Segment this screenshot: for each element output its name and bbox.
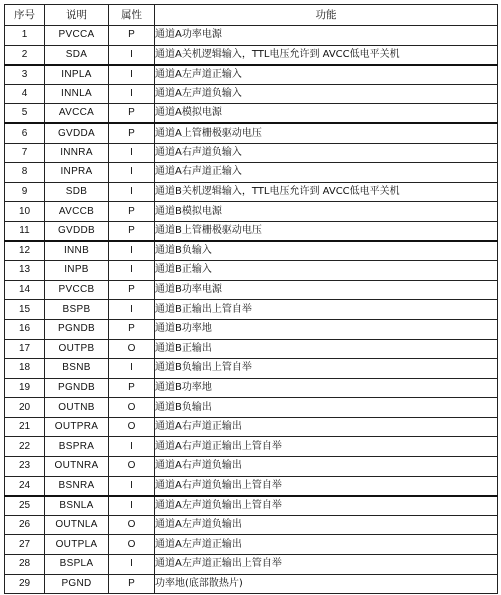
pin-attribute-cell: I [109, 241, 155, 261]
pin-number-cell: 24 [5, 476, 45, 496]
pin-number-cell: 16 [5, 319, 45, 339]
pin-function-cell: 通道A左声道负输出 [155, 515, 498, 535]
pin-name-cell: OUTNB [45, 398, 109, 418]
pin-function-cell: 通道A右声道正输出 [155, 417, 498, 437]
pin-function-cell: 通道A左声道正输出上管自举 [155, 555, 498, 575]
pin-name-cell: OUTNLA [45, 515, 109, 535]
table-row [5, 123, 498, 143]
pin-name-cell: BSPLA [45, 555, 109, 575]
pin-name-cell: SDB [45, 182, 109, 202]
pin-name-cell: OUTPLA [45, 535, 109, 555]
pin-name-cell: GVDDB [45, 221, 109, 241]
pin-attribute-cell: O [109, 515, 155, 535]
table-row [5, 417, 498, 437]
header-description: 说明 [45, 5, 109, 26]
pin-name-cell: AVCCA [45, 104, 109, 124]
pin-attribute-cell: I [109, 476, 155, 496]
pin-number-cell: 14 [5, 280, 45, 300]
pin-function-cell: 通道B负输出 [155, 398, 498, 418]
table-row [5, 104, 498, 124]
pin-number-cell: 15 [5, 300, 45, 320]
pin-name-cell: INPB [45, 261, 109, 281]
pin-function-cell: 通道A右声道负输出 [155, 457, 498, 477]
pin-number-cell: 4 [5, 84, 45, 104]
pin-function-cell: 通道A右声道正输出上管自举 [155, 437, 498, 457]
table-row [5, 65, 498, 85]
pin-function-cell: 通道A右声道正输入 [155, 163, 498, 183]
pin-number-cell: 10 [5, 202, 45, 222]
pin-number-cell: 8 [5, 163, 45, 183]
pin-name-cell: BSNRA [45, 476, 109, 496]
pin-attribute-cell: O [109, 535, 155, 555]
pin-table-body [5, 26, 498, 594]
pin-attribute-cell: P [109, 123, 155, 143]
pin-attribute-cell: I [109, 437, 155, 457]
pin-name-cell: OUTPRA [45, 417, 109, 437]
pin-name-cell: INNRA [45, 143, 109, 163]
pin-number-cell: 7 [5, 143, 45, 163]
pin-number-cell: 17 [5, 339, 45, 359]
pin-name-cell: BSNB [45, 359, 109, 379]
pin-attribute-cell: I [109, 300, 155, 320]
pin-name-cell: BSPB [45, 300, 109, 320]
table-row [5, 26, 498, 46]
pin-number-cell: 25 [5, 496, 45, 516]
pin-number-cell: 28 [5, 555, 45, 575]
pin-number-cell: 19 [5, 378, 45, 398]
pin-function-cell: 通道B上管栅极驱动电压 [155, 221, 498, 241]
table-header-row [5, 5, 498, 26]
pin-name-cell: SDA [45, 45, 109, 65]
table-row [5, 280, 498, 300]
table-row [5, 339, 498, 359]
pin-function-cell: 通道B功率地 [155, 378, 498, 398]
pin-attribute-cell: P [109, 202, 155, 222]
pin-name-cell: BSPRA [45, 437, 109, 457]
pin-function-cell: 通道B负输入 [155, 241, 498, 261]
header-attribute: 属性 [109, 5, 155, 26]
pin-function-table [4, 4, 498, 594]
pin-name-cell: PVCCB [45, 280, 109, 300]
pin-number-cell: 21 [5, 417, 45, 437]
pin-attribute-cell: I [109, 496, 155, 516]
pin-number-cell: 20 [5, 398, 45, 418]
table-row [5, 476, 498, 496]
table-row [5, 241, 498, 261]
pin-attribute-cell: I [109, 84, 155, 104]
pin-number-cell: 13 [5, 261, 45, 281]
table-row [5, 163, 498, 183]
pin-name-cell: INPLA [45, 65, 109, 85]
pin-function-cell: 通道A左声道正输入 [155, 65, 498, 85]
pin-function-cell: 通道B功率电源 [155, 280, 498, 300]
pin-attribute-cell: P [109, 574, 155, 594]
pin-function-cell: 通道A左声道正输出 [155, 535, 498, 555]
pin-function-cell: 通道A功率电源 [155, 26, 498, 46]
pin-name-cell: PVCCA [45, 26, 109, 46]
header-function: 功能 [155, 5, 498, 26]
table-row [5, 45, 498, 65]
pin-attribute-cell: O [109, 339, 155, 359]
pin-attribute-cell: I [109, 45, 155, 65]
pin-name-cell: PGNDB [45, 319, 109, 339]
pin-name-cell: OUTNRA [45, 457, 109, 477]
pin-number-cell: 9 [5, 182, 45, 202]
pin-name-cell: PGND [45, 574, 109, 594]
pin-name-cell: GVDDA [45, 123, 109, 143]
pin-function-cell: 通道A右声道负输入 [155, 143, 498, 163]
table-row [5, 143, 498, 163]
pin-number-cell: 29 [5, 574, 45, 594]
pin-function-cell: 通道A左声道负输入 [155, 84, 498, 104]
pin-function-cell: 通道A模拟电源 [155, 104, 498, 124]
pin-number-cell: 26 [5, 515, 45, 535]
pin-attribute-cell: I [109, 182, 155, 202]
table-row [5, 261, 498, 281]
pin-attribute-cell: P [109, 221, 155, 241]
pin-attribute-cell: I [109, 163, 155, 183]
pin-function-cell: 通道B关机逻辑输入，TTL电压允许到 AVCC低电平关机 [155, 182, 498, 202]
pin-number-cell: 3 [5, 65, 45, 85]
table-row [5, 398, 498, 418]
table-row [5, 457, 498, 477]
pin-attribute-cell: I [109, 261, 155, 281]
header-pin-number: 序号 [5, 5, 45, 26]
table-row [5, 515, 498, 535]
pin-function-cell: 通道B模拟电源 [155, 202, 498, 222]
pin-name-cell: PGNDB [45, 378, 109, 398]
pin-function-cell: 通道A关机逻辑输入，TTL电压允许到 AVCC低电平关机 [155, 45, 498, 65]
pin-number-cell: 1 [5, 26, 45, 46]
table-row [5, 437, 498, 457]
table-row [5, 319, 498, 339]
table-row [5, 535, 498, 555]
table-row [5, 202, 498, 222]
pin-function-cell: 通道B正输入 [155, 261, 498, 281]
table-row [5, 300, 498, 320]
pin-attribute-cell: P [109, 319, 155, 339]
pin-name-cell: INNLA [45, 84, 109, 104]
pin-function-cell: 通道A右声道负输出上管自举 [155, 476, 498, 496]
pin-number-cell: 6 [5, 123, 45, 143]
table-row [5, 182, 498, 202]
pin-name-cell: INPRA [45, 163, 109, 183]
pin-function-cell: 通道B正输出上管自举 [155, 300, 498, 320]
pin-function-cell: 通道B功率地 [155, 319, 498, 339]
pin-attribute-cell: P [109, 280, 155, 300]
pin-function-cell: 通道A左声道负输出上管自举 [155, 496, 498, 516]
pin-number-cell: 22 [5, 437, 45, 457]
pin-function-cell: 通道B负输出上管自举 [155, 359, 498, 379]
pin-number-cell: 27 [5, 535, 45, 555]
pin-number-cell: 2 [5, 45, 45, 65]
pin-function-cell: 功率地(底部散热片) [155, 574, 498, 594]
table-row [5, 496, 498, 516]
pin-attribute-cell: I [109, 143, 155, 163]
pin-number-cell: 11 [5, 221, 45, 241]
pin-name-cell: AVCCB [45, 202, 109, 222]
pin-attribute-cell: P [109, 104, 155, 124]
table-row [5, 378, 498, 398]
pin-attribute-cell: O [109, 398, 155, 418]
pin-attribute-cell: I [109, 65, 155, 85]
pin-number-cell: 12 [5, 241, 45, 261]
pin-function-cell: 通道B正输出 [155, 339, 498, 359]
pin-attribute-cell: I [109, 555, 155, 575]
pin-number-cell: 23 [5, 457, 45, 477]
pin-name-cell: INNB [45, 241, 109, 261]
pin-attribute-cell: I [109, 359, 155, 379]
pin-number-cell: 5 [5, 104, 45, 124]
table-row [5, 221, 498, 241]
table-row [5, 555, 498, 575]
pin-name-cell: BSNLA [45, 496, 109, 516]
pin-attribute-cell: O [109, 417, 155, 437]
pin-attribute-cell: P [109, 26, 155, 46]
pin-number-cell: 18 [5, 359, 45, 379]
pin-function-cell: 通道A上管栅极驱动电压 [155, 123, 498, 143]
table-row [5, 359, 498, 379]
table-row [5, 84, 498, 104]
pin-attribute-cell: P [109, 378, 155, 398]
table-row [5, 574, 498, 594]
pin-attribute-cell: O [109, 457, 155, 477]
pin-name-cell: OUTPB [45, 339, 109, 359]
